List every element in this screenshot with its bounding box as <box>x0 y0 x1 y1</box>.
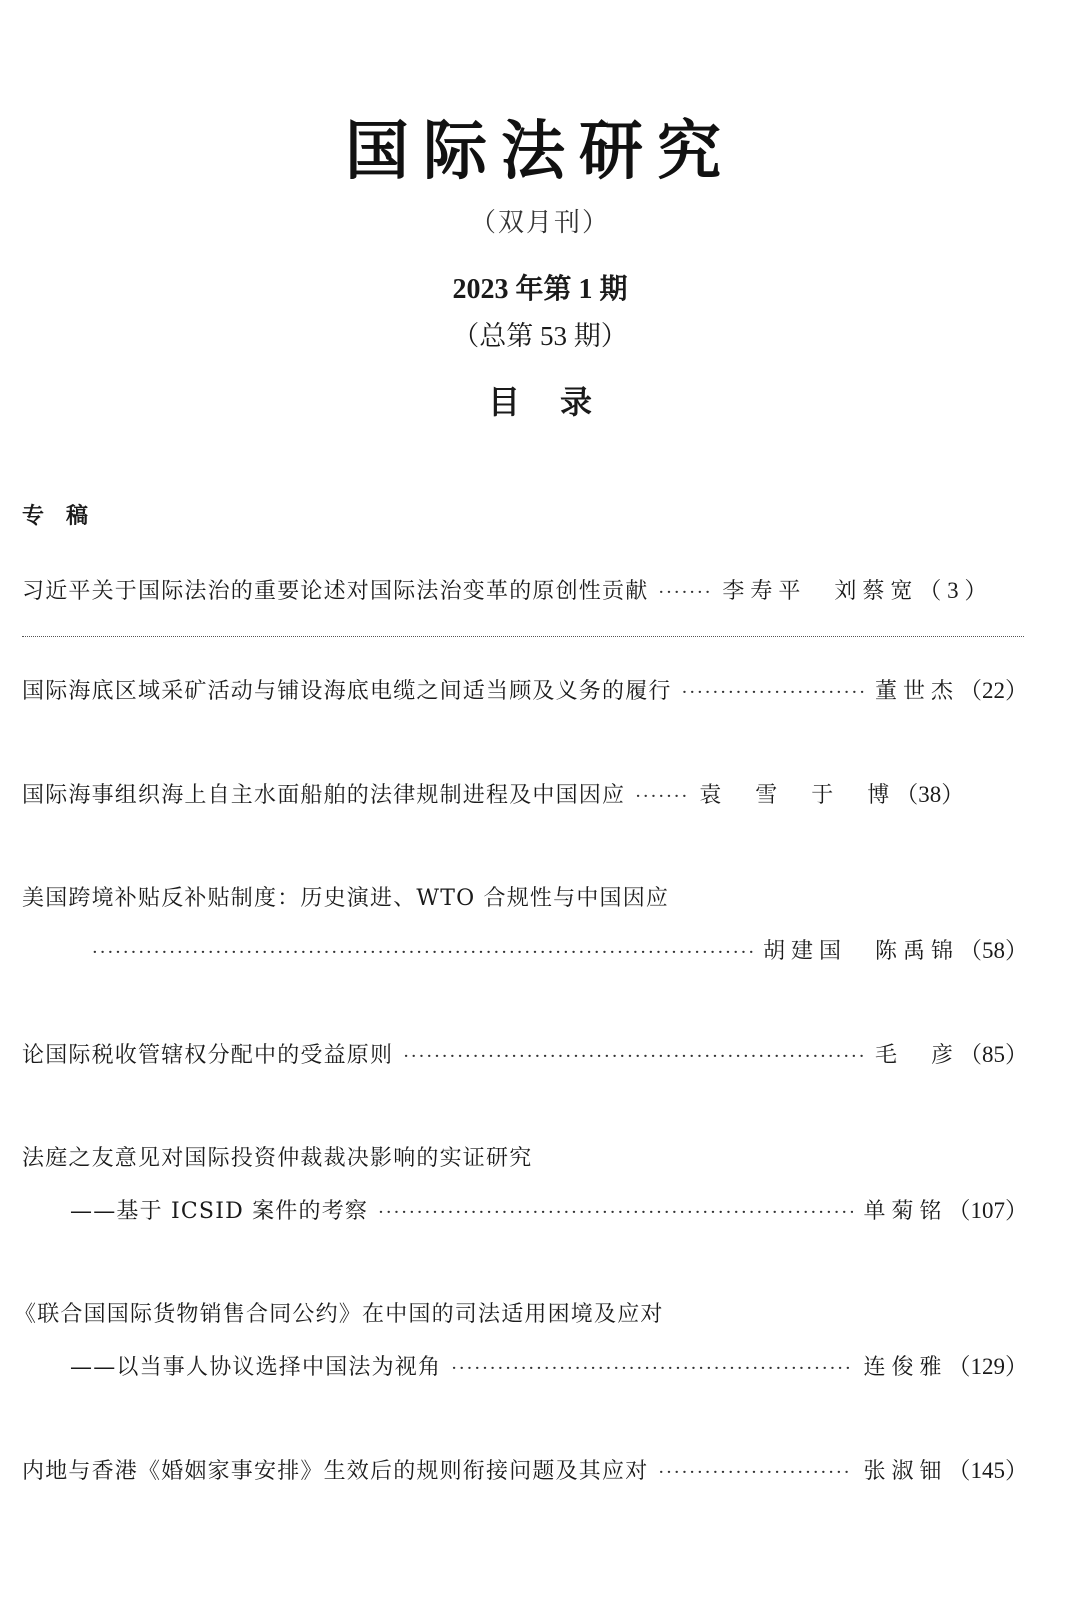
entry-title: 论国际税收管辖权分配中的受益原则 <box>22 1043 394 1068</box>
dot-leader <box>451 1362 853 1382</box>
entry-author: 毛 彦 <box>874 1043 959 1068</box>
toc-entry[interactable] <box>22 576 1028 606</box>
entry-author: 单菊铭 <box>863 1199 948 1224</box>
toc-entry[interactable] <box>22 676 1028 706</box>
dot-leader <box>92 946 753 966</box>
entry-author: 张淑钿 <box>863 1459 948 1484</box>
entry-page: （22） <box>959 678 1028 703</box>
entry-page: （38） <box>895 782 965 807</box>
dot-leader <box>682 686 865 706</box>
entry-author: 袁 雪 于 博 <box>699 783 896 808</box>
table-of-contents-heading: 目录 <box>487 383 632 421</box>
dot-leader <box>403 1050 865 1070</box>
toc-entry[interactable] <box>22 1144 1028 1226</box>
entry-page: （58） <box>959 938 1028 963</box>
dot-leader <box>658 1466 853 1486</box>
entry-author: 连俊雅 <box>863 1355 948 1380</box>
entry-title: 《联合国国际货物销售合同公约》在中国的司法适用困境及应对 <box>14 1302 664 1327</box>
dot-leader <box>378 1206 853 1226</box>
entry-title: 国际海底区域采矿活动与铺设海底电缆之间适当顾及义务的履行 <box>22 679 672 704</box>
section-divider <box>22 636 1024 637</box>
entry-page: （107） <box>947 1198 1028 1223</box>
dot-leader <box>658 586 712 606</box>
entry-title: 习近平关于国际法治的重要论述对国际法治变革的原创性贡献 <box>22 579 649 604</box>
toc-entry[interactable] <box>22 1040 1028 1070</box>
toc-entry[interactable] <box>14 1300 1028 1382</box>
publication-frequency: （双月刊） <box>469 208 610 238</box>
entry-author: 胡建国 陈禹锦 <box>762 939 959 964</box>
entry-page: （145） <box>947 1458 1028 1483</box>
entry-subtitle: ——以当事人协议选择中国法为视角 <box>70 1355 442 1380</box>
entry-author: 李寿平 刘蔡宽 <box>722 579 919 604</box>
entry-title: 法庭之友意见对国际投资仲裁裁决影响的实证研究 <box>22 1146 533 1171</box>
journal-title: 国际法研究 <box>345 114 735 189</box>
entry-page: （85） <box>959 1042 1028 1067</box>
toc-entry[interactable] <box>22 884 1028 966</box>
cumulative-issue-number: （总第 53 期） <box>452 321 628 351</box>
entry-page: （129） <box>947 1354 1028 1379</box>
section-label-feature: 专稿 <box>22 504 111 529</box>
toc-entry[interactable] <box>22 1456 1028 1486</box>
toc-entry[interactable] <box>22 780 1028 810</box>
issue-number: 2023 年第 1 期 <box>452 274 628 305</box>
entry-title: 国际海事组织海上自主水面船舶的法律规制进程及中国因应 <box>22 783 626 808</box>
entry-title: 美国跨境补贴反补贴制度：历史演进、WTO 合规性与中国因应 <box>22 886 670 911</box>
entry-page: （ 3 ） <box>918 578 988 603</box>
entry-author: 董世杰 <box>874 679 959 704</box>
entry-subtitle: ——基于 ICSID 案件的考察 <box>70 1199 369 1224</box>
entry-title: 内地与香港《婚姻家事安排》生效后的规则衔接问题及其应对 <box>22 1459 649 1484</box>
dot-leader <box>635 790 689 810</box>
